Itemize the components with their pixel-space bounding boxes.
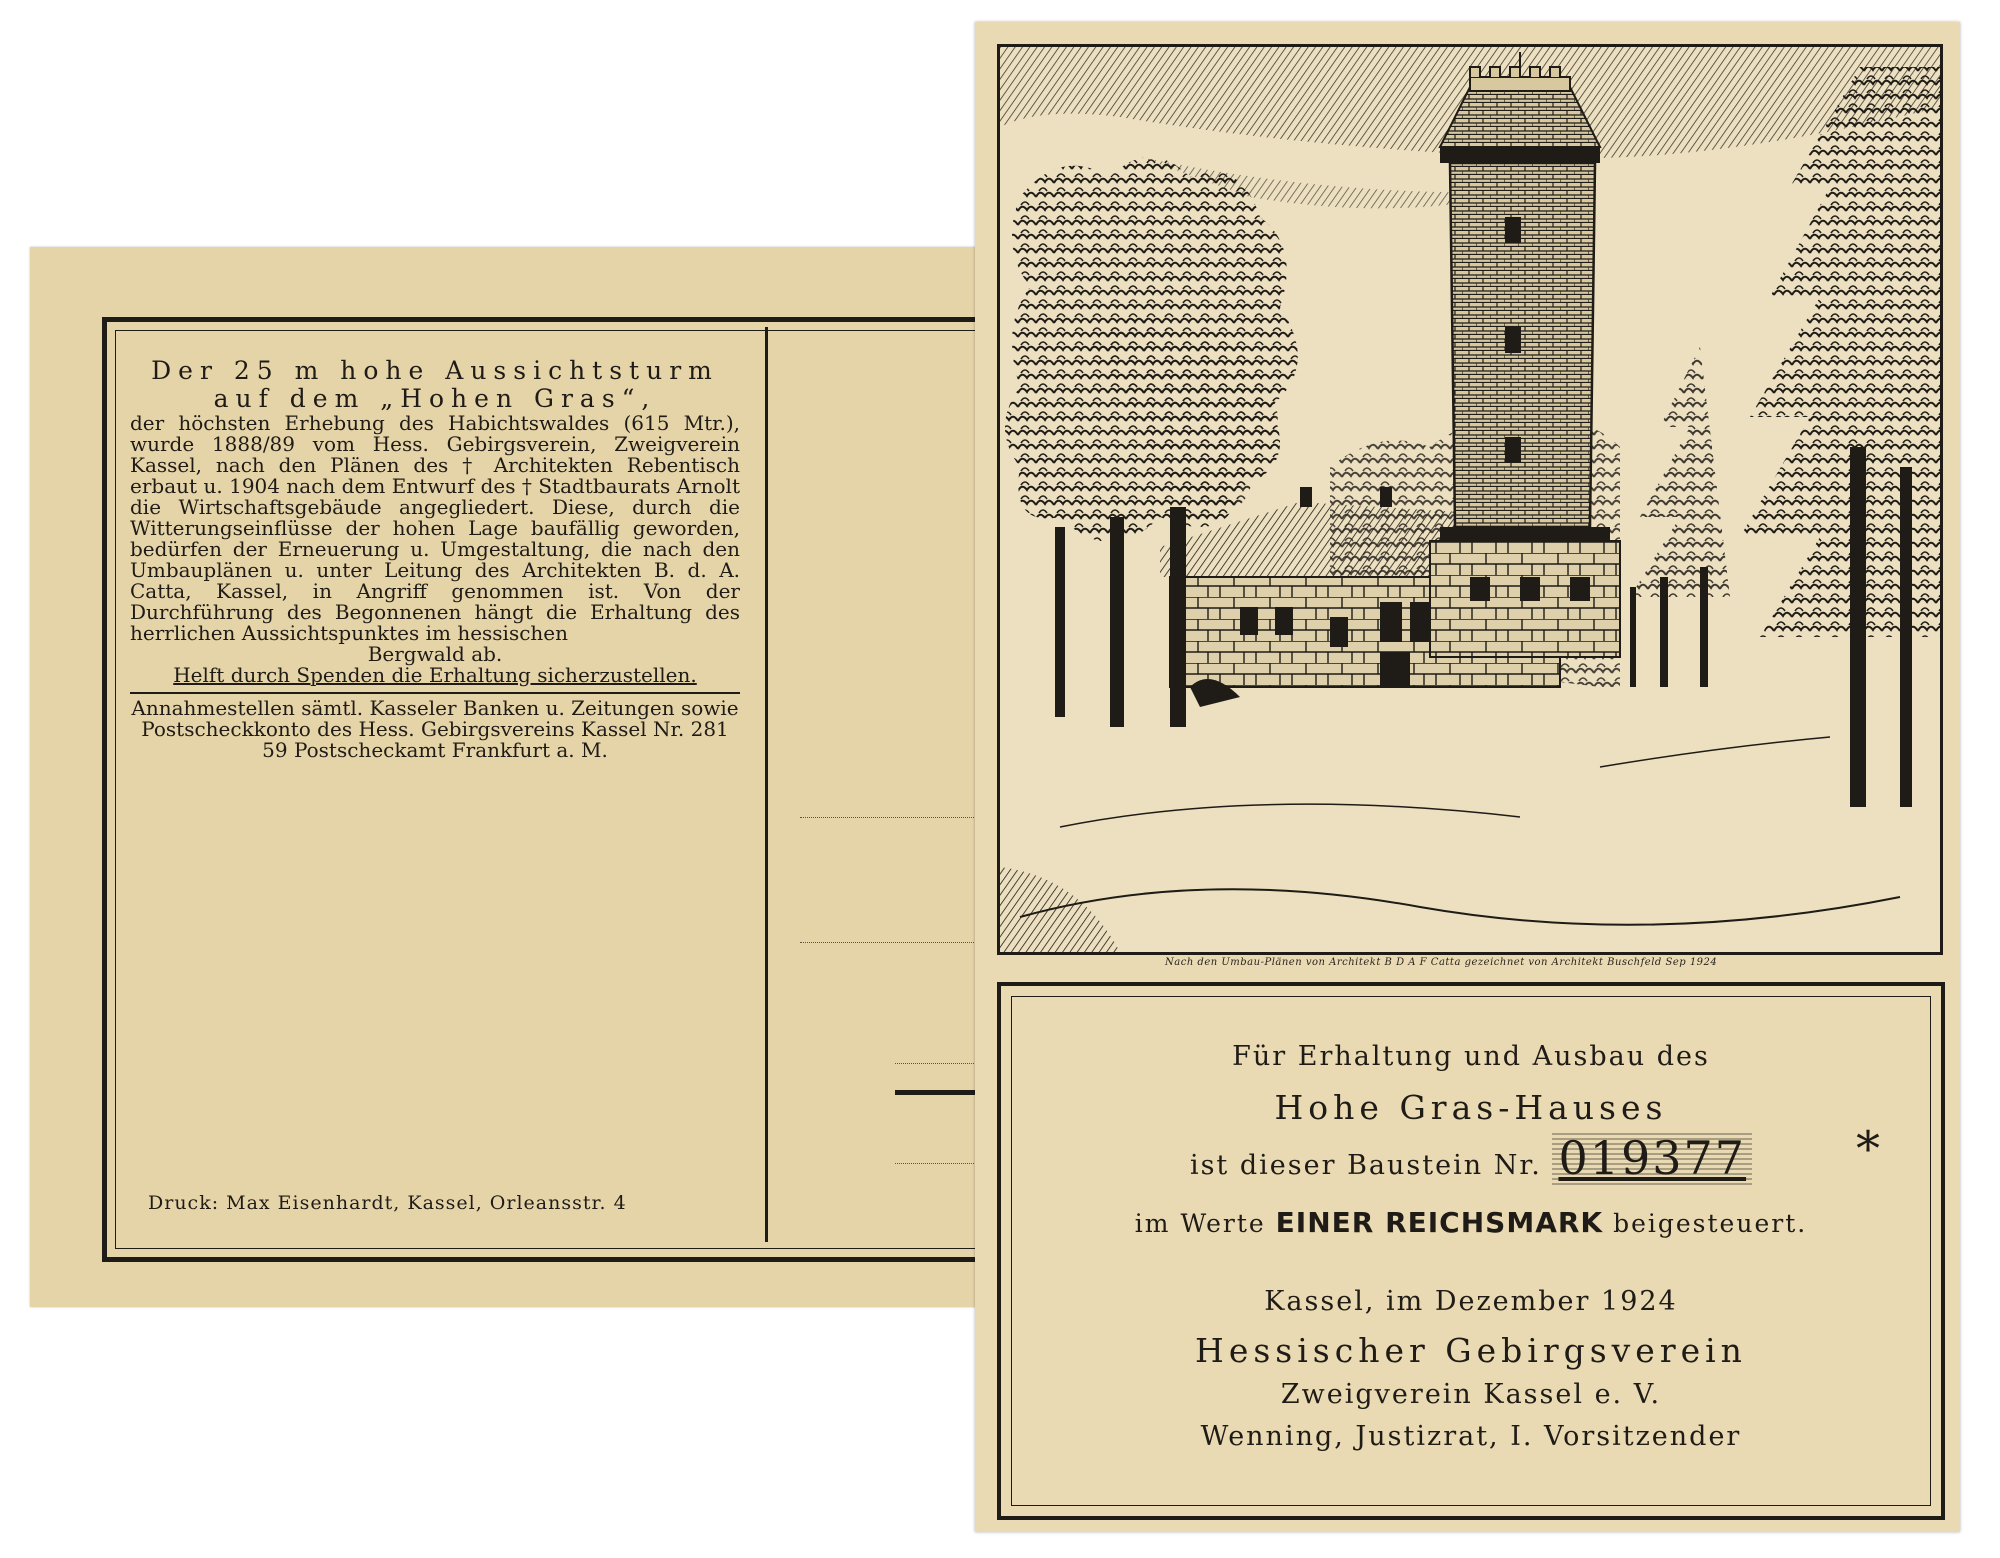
certificate-frame xyxy=(997,982,1945,1520)
back-text-block xyxy=(130,357,740,761)
message-address-divider xyxy=(765,327,768,1242)
back-appeal: Helft durch Spenden die Erhaltung sicherzustellen. xyxy=(173,663,697,687)
printer-imprint: Druck: Max Eisenhardt, Kassel, Orleansstr. 4 xyxy=(148,1192,627,1214)
back-rule xyxy=(130,692,740,694)
branch-name: Zweigverein Kassel e. V. xyxy=(1280,1379,1662,1410)
cert-line-3-prefix: ist dieser Baustein Nr. xyxy=(1189,1150,1542,1181)
back-heading-line1: Der 25 m hohe Aussichtsturm xyxy=(151,356,719,385)
cert-line-2: Hohe Gras-Hauses xyxy=(1274,1088,1668,1127)
cert-line-4-prefix: im Werte xyxy=(1134,1209,1266,1238)
postcard-front xyxy=(975,22,1960,1532)
serial-number: 019377 xyxy=(1552,1131,1752,1185)
illustration-caption: Nach den Umbau-Plänen von Architekt B D A F Catta gezeichnet von Architekt Buschfeld Sep 1924 xyxy=(1165,957,1718,968)
signatory: Wenning, Justizrat, I. Vorsitzender xyxy=(1200,1421,1742,1452)
cert-line-1: Für Erhaltung und Ausbau des xyxy=(1232,1041,1710,1072)
cert-line-4 xyxy=(1001,1206,1941,1239)
cert-line-4-suffix: beigesteuert. xyxy=(1613,1209,1808,1238)
star-mark: * xyxy=(1856,1121,1880,1177)
organization-name: Hessischer Gebirgsverein xyxy=(1195,1331,1747,1370)
place-date: Kassel, im Dezember 1924 xyxy=(1264,1286,1678,1317)
tower-illustration xyxy=(997,44,1943,955)
back-body-text: der höchsten Erhebung des Habichtswaldes (615 Mtr.), wurde 1888/89 vom Hess. Gebirgsverein, Zweigverein Kassel, nach den Plänen des † Architekten Rebentisch erbaut u. 1904 nach dem Entwurf des † Stadtbaurats Arnolt die Wirtschaftsgebäude angegliedert. Diese, durch die Witterungseinflüsse der hohen Lage baufällig geworden, bedürfen der Erneuerung u. Umgestaltung, die nach den Umbauplänen u. unter Leitung des Architekten B. d. A. Catta, Kassel, in Angriff genommen ist. Von der Durchführung des Begonnenen hängt die Erhaltung des herrlichen Aussichtspunktes im hessischen xyxy=(130,411,740,645)
tower-drawing xyxy=(1000,47,1940,952)
back-acceptance-info: Annahmestellen sämtl. Kasseler Banken u. Zeitungen sowie Postscheckkonto des Hess. Gebirgsvereins Kassel Nr. 281 59 Postscheckamt Frankfurt a. M. xyxy=(131,696,739,762)
back-heading-line2: auf dem „Hohen Gras“, xyxy=(213,384,657,413)
back-body-end: Bergwald ab. xyxy=(367,642,503,666)
cert-line-3 xyxy=(1001,1131,1941,1185)
postcard-back xyxy=(30,247,1040,1307)
amount-label: EINER REICHSMARK xyxy=(1275,1206,1604,1239)
